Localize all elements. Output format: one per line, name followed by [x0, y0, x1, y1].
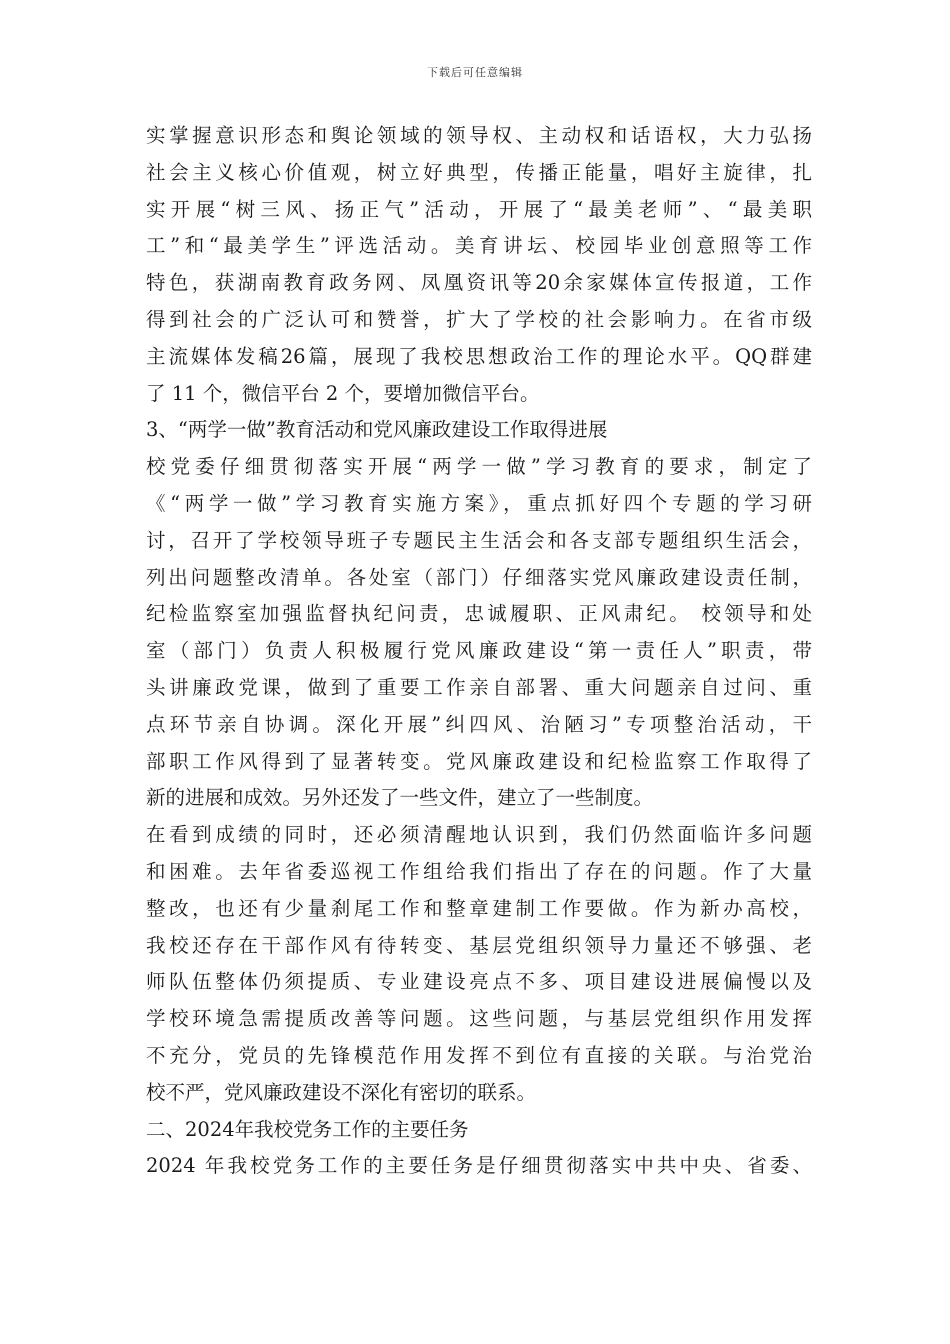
- document-body: [146, 118, 812, 1185]
- text-line: 整改，也还有少量刹尾工作和整章建制工作要做。作为新办高校，: [146, 896, 812, 920]
- text-line: 实掌握意识形态和舆论领域的领导权、主动权和话语权，大力弘扬: [146, 124, 812, 147]
- page-header: 下载后可任意编辑: [427, 66, 523, 79]
- text-line: 在看到成绩的同时，还必须清醒地认识到，我们仍然面临许多问题: [146, 823, 812, 847]
- text-line: 师队伍整体仍须提质、专业建设亮点不多、项目建设进展偏慢以及: [146, 970, 812, 994]
- text-line: 《“两学一做”学习教育实施方案》，重点抓好四个专题的学习研: [146, 491, 812, 515]
- text-line: 特色，获湖南教育政务网、凤凰资讯等20余家媒体宣传报道，工作: [146, 271, 812, 295]
- text-line: 新的进展和成效。另外还发了一些文件，建立了一些制度。: [146, 786, 654, 810]
- text-line: 工”和“最美学生”评选活动。美育讲坛、校园毕业创意照等工作: [146, 234, 812, 258]
- text-line: 社会主义核心价值观，树立好典型，传播正能量，唱好主旋律，扎: [146, 160, 812, 184]
- text-line: 校党委仔细贯彻落实开展“两学一做”学习教育的要求，制定了: [146, 455, 812, 479]
- text-line: 实开展“树三风、扬正气”活动，开展了“最美老师”、“最美职: [146, 197, 812, 221]
- text-line: 得到社会的广泛认可和赞誉，扩大了学校的社会影响力。在省市级: [146, 307, 812, 331]
- text-line: 点环节亲自协调。深化开展”纠四风、治陋习”专项整治活动，干: [146, 712, 812, 736]
- text-line: 3、“两学一做”教育活动和党风廉政建设工作取得进展: [146, 418, 608, 442]
- text-line: 主流媒体发稿26篇，展现了我校思想政治工作的理论水平。QQ群建: [146, 344, 812, 368]
- text-line: 部职工作风得到了显著转变。党风廉政建设和纪检监察工作取得了: [146, 749, 812, 773]
- text-line: 了 11 个，微信平台 2 个，要增加微信平台。: [146, 381, 540, 405]
- text-line: 列出问题整改清单。各处室（部门）仔细落实党风廉政建设责任制，: [146, 565, 812, 589]
- text-line: 讨，召开了学校领导班子专题民主生活会和各支部专题组织生活会，: [146, 528, 812, 552]
- text-line: 学校环境急需提质改善等问题。这些问题，与基层党组织作用发挥: [146, 1007, 812, 1031]
- text-line: 二、2024年我校党务工作的主要任务: [146, 1117, 469, 1141]
- text-line: 不充分，党员的先锋模范作用发挥不到位有直接的关联。与治党治: [146, 1043, 812, 1067]
- text-line: 头讲廉政党课，做到了重要工作亲自部署、重大问题亲自过问、重: [146, 675, 812, 699]
- text-line: 2024 年我校党务工作的主要任务是仔细贯彻落实中共中央、省委、: [146, 1154, 812, 1178]
- text-line: 我校还存在干部作风有待转变、基层党组织领导力量还不够强、老: [146, 933, 812, 957]
- text-line: 和困难。去年省委巡视工作组给我们指出了存在的问题。作了大量: [146, 859, 812, 883]
- text-line: 纪检监察室加强监督执纪问责，忠诚履职、正风肃纪。 校领导和处: [146, 602, 812, 626]
- text-line: 室（部门）负责人积极履行党风廉政建设“第一责任人”职责，带: [146, 639, 812, 663]
- text-line: 校不严，党风廉政建设不深化有密切的联系。: [146, 1080, 537, 1104]
